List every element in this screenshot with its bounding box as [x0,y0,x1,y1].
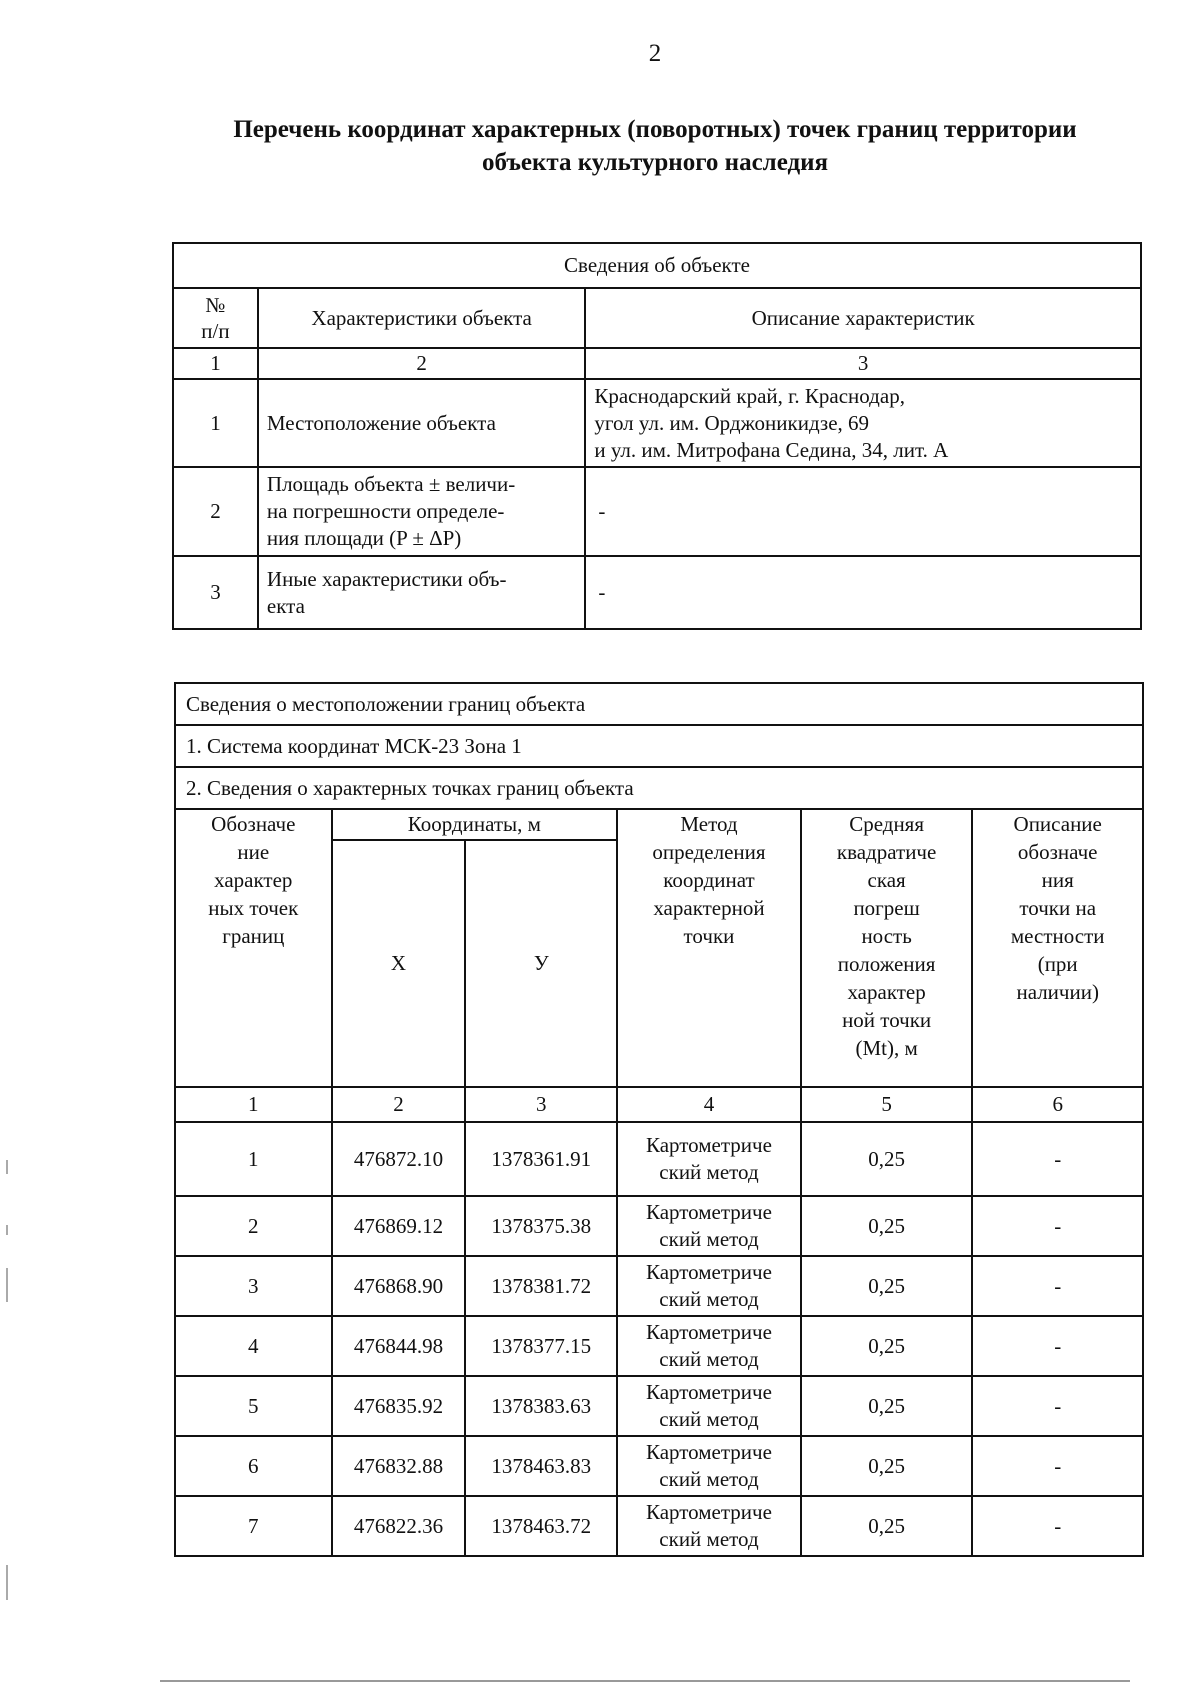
col-number: 2 [332,1087,466,1122]
point-y: 1378463.72 [465,1496,617,1556]
header-designation [175,809,332,1087]
header-line: местности [1010,924,1105,948]
point-y: 1378377.15 [465,1316,617,1376]
point-num: 7 [175,1496,332,1556]
row-description: - [585,467,1141,556]
method-line: Картометриче [645,1500,772,1524]
description-line: и ул. им. Митрофана Седина, 34, лит. А [594,437,949,462]
point-x: 476832.88 [332,1436,466,1496]
header-line: характер [847,980,926,1004]
header-line: точки на [1019,896,1097,920]
scan-edge-mark [6,1225,8,1235]
point-desc: - [972,1256,1143,1316]
table-row [175,1196,1143,1256]
header-line: границ [222,924,285,948]
point-method [617,1256,801,1316]
table-row [173,467,1141,556]
col-number: 3 [585,348,1141,379]
row-num: 2 [173,467,258,556]
point-method [617,1316,801,1376]
header-line: точки [683,924,735,948]
method-line: Картометриче [645,1260,772,1284]
method-line: Картометриче [645,1380,772,1404]
title-line-2: объекта культурного наследия [481,149,829,176]
table-row [175,1436,1143,1496]
header-line: Описание [1013,812,1102,836]
header-line: Средняя [849,812,924,836]
method-line: ский метод [659,1347,759,1371]
header-characteristic: Характеристики объекта [258,288,585,348]
object-info-table [172,242,1142,630]
header-description [972,809,1143,1087]
header-line: ние [237,840,270,864]
header-line: ния [1041,868,1074,892]
point-desc: - [972,1122,1143,1196]
header-line: квадратиче [836,840,937,864]
header-num [173,288,258,348]
header-method [617,809,801,1087]
header-line: погреш [853,896,920,920]
row-description [585,379,1141,467]
header-line: ская [867,868,906,892]
header-line: (Mt), м [855,1036,918,1060]
header-line: характер [214,868,293,892]
point-y: 1378375.38 [465,1196,617,1256]
point-method [617,1436,801,1496]
method-line: ский метод [659,1527,759,1551]
row-description: - [585,556,1141,629]
row-characteristic: Местоположение объекта [258,379,585,467]
header-line: положения [837,952,936,976]
characteristic-line: Площадь объекта ± величи- [266,472,516,496]
point-mt: 0,25 [801,1196,973,1256]
table-row [175,1316,1143,1376]
point-mt: 0,25 [801,1496,973,1556]
method-line: ский метод [659,1287,759,1311]
point-method [617,1122,801,1196]
table-row [175,1122,1143,1196]
point-num: 1 [175,1122,332,1196]
col-number: 1 [175,1087,332,1122]
point-method [617,1496,801,1556]
method-line: Картометриче [645,1133,772,1157]
point-x: 476835.92 [332,1376,466,1436]
header-line: координат [663,868,755,892]
table-row [173,379,1141,467]
points-section-title: 2. Сведения о характерных точках границ объекта [175,767,1143,809]
header-line: характерной [653,896,765,920]
coordinate-system: 1. Система координат МСК-23 Зона 1 [175,725,1143,767]
method-line: ский метод [659,1467,759,1491]
row-characteristic [258,467,585,556]
scan-bottom-rule [160,1680,1130,1682]
point-num: 2 [175,1196,332,1256]
point-num: 6 [175,1436,332,1496]
point-mt: 0,25 [801,1436,973,1496]
point-x: 476868.90 [332,1256,466,1316]
characteristic-line: на погрешности определе- [266,499,505,523]
col-number: 6 [972,1087,1143,1122]
col-number: 3 [465,1087,617,1122]
header-line: определения [652,840,766,864]
header-coordinates: Координаты, м [332,809,618,840]
point-y: 1378383.63 [465,1376,617,1436]
header-num-text: № п/п [201,293,230,343]
header-line: ность [861,924,912,948]
point-x: 476872.10 [332,1122,466,1196]
point-num: 5 [175,1376,332,1436]
document-title [170,113,1140,179]
scan-edge-mark [6,1565,8,1600]
col-number: 5 [801,1087,973,1122]
header-line: Обозначе [211,812,296,836]
description-line: угол ул. им. Орджоникидзе, 69 [594,410,870,435]
point-mt: 0,25 [801,1122,973,1196]
table-row [175,1376,1143,1436]
table-row [175,1496,1143,1556]
characteristic-line: ния площади (P ± ΔP) [266,526,462,550]
row-num: 1 [173,379,258,467]
method-line: Картометриче [645,1440,772,1464]
title-line-1: Перечень координат характерных (поворотных) точек границ территории [233,116,1077,143]
point-method [617,1196,801,1256]
description-line: Краснодарский край, г. Краснодар, [594,383,905,408]
header-error [801,809,973,1087]
point-x: 476844.98 [332,1316,466,1376]
col-number: 1 [173,348,258,379]
point-desc: - [972,1196,1143,1256]
point-num: 4 [175,1316,332,1376]
header-line: (при [1037,952,1078,976]
boundary-section-title: Сведения о местоположении границ объекта [175,683,1143,725]
method-line: Картометриче [645,1320,772,1344]
header-line: наличии) [1016,980,1099,1004]
header-line: ной точки [842,1008,932,1032]
characteristic-line: Иные характеристики объ- [266,566,507,591]
col-number: 4 [617,1087,801,1122]
point-y: 1378361.91 [465,1122,617,1196]
point-mt: 0,25 [801,1256,973,1316]
table-row [173,556,1141,629]
header-line: ных точек [208,896,299,920]
table-row [175,1256,1143,1316]
header-line: обозначе [1017,840,1098,864]
header-line: Метод [680,812,738,836]
page-number: 2 [648,40,662,67]
method-line: ский метод [659,1227,759,1251]
header-x: X [332,840,466,1087]
point-x: 476822.36 [332,1496,466,1556]
point-desc: - [972,1496,1143,1556]
boundary-points-table [174,682,1144,1557]
header-description: Описание характеристик [585,288,1141,348]
row-num: 3 [173,556,258,629]
point-y: 1378381.72 [465,1256,617,1316]
point-desc: - [972,1436,1143,1496]
object-info-section-title: Сведения об объекте [173,243,1141,288]
point-mt: 0,25 [801,1376,973,1436]
point-mt: 0,25 [801,1316,973,1376]
col-number: 2 [258,348,585,379]
header-y: У [465,840,617,1087]
scan-edge-mark [6,1268,8,1302]
point-y: 1378463.83 [465,1436,617,1496]
point-num: 3 [175,1256,332,1316]
characteristic-line: екта [266,593,305,618]
method-line: ский метод [659,1407,759,1431]
method-line: ский метод [659,1160,759,1184]
point-x: 476869.12 [332,1196,466,1256]
method-line: Картометриче [645,1200,772,1224]
point-desc: - [972,1316,1143,1376]
point-desc: - [972,1376,1143,1436]
point-method [617,1376,801,1436]
scan-edge-mark [6,1160,8,1174]
row-characteristic [258,556,585,629]
